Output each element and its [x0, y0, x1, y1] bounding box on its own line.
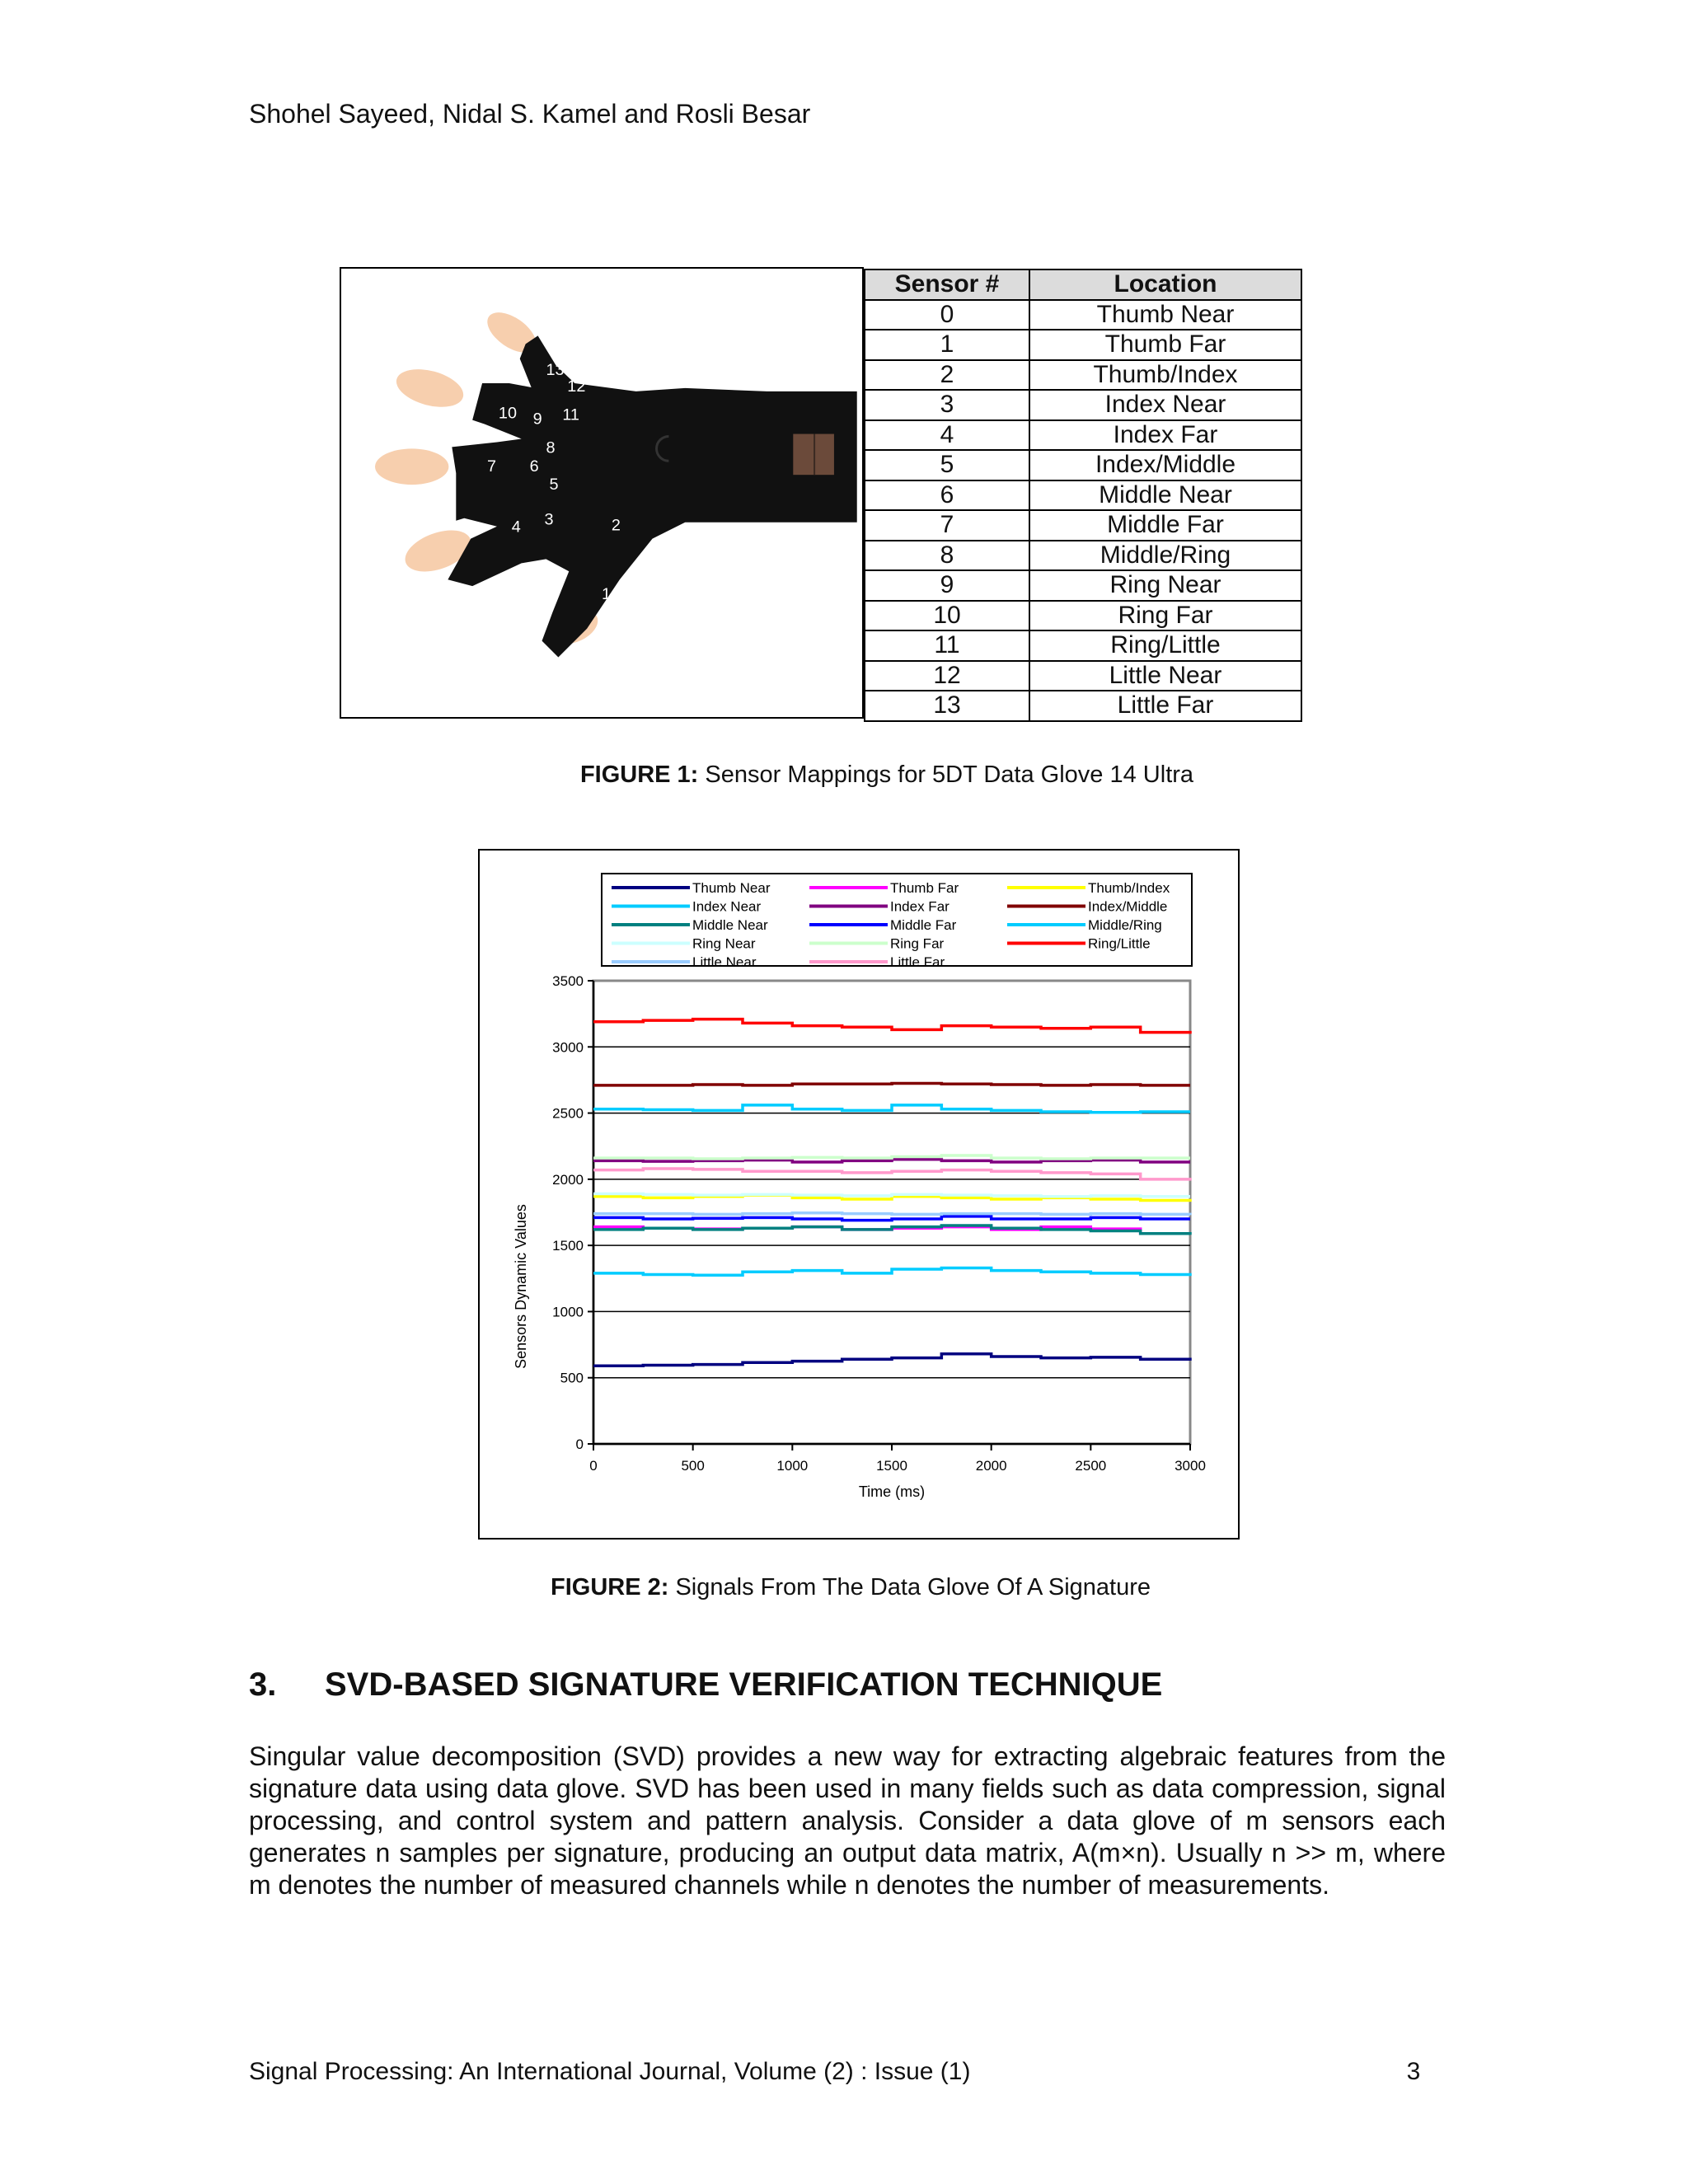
location-cell: Ring Near	[1029, 570, 1301, 601]
x-tick-label: 0	[589, 1458, 598, 1474]
table-row	[865, 691, 1301, 721]
glove-sensor-7: 7	[487, 457, 497, 476]
legend-label: Ring Far	[890, 935, 945, 952]
footer-journal: Signal Processing: An International Journal, Volume (2) : Issue (1)	[249, 2058, 971, 2085]
table-row	[865, 480, 1301, 511]
y-tick-label: 0	[575, 1436, 584, 1452]
glove-body	[448, 335, 856, 657]
x-tick-label: 1500	[876, 1458, 907, 1474]
location-cell: Index/Middle	[1029, 450, 1301, 480]
table-row	[865, 420, 1301, 451]
figure1-caption-label: FIGURE 1:	[579, 762, 699, 788]
sensor-number-cell: 13	[865, 691, 1029, 721]
glove-sensor-11: 11	[562, 405, 579, 424]
sensor-number-cell: 7	[865, 510, 1029, 541]
sensor-number-cell: 1	[865, 330, 1029, 360]
figure1-caption	[43, 762, 1688, 789]
x-tick-label: 1000	[776, 1458, 809, 1474]
y-axis-label: Sensors Dynamic Values	[513, 1204, 529, 1369]
location-cell: Ring/Little	[1029, 630, 1301, 661]
sensor-number-cell: 4	[865, 420, 1029, 451]
sensor-number-cell: 0	[865, 300, 1029, 330]
legend-label: Little Near	[692, 954, 757, 970]
table-row	[865, 360, 1301, 391]
table-row	[865, 330, 1301, 360]
table-header-row	[865, 269, 1301, 300]
y-tick-label: 1000	[552, 1304, 584, 1320]
x-axis-label: Time (ms)	[858, 1483, 926, 1500]
middle-tip	[375, 448, 448, 485]
glove-illustration	[341, 269, 862, 717]
sensor-number-cell: 5	[865, 450, 1029, 480]
glove-sensor-9: 9	[532, 410, 542, 429]
location-cell: Little Near	[1029, 661, 1301, 691]
signal-chart-frame	[478, 849, 1240, 1540]
sensor-number-cell: 10	[865, 601, 1029, 631]
table-row	[865, 601, 1301, 631]
sensor-number-cell: 11	[865, 630, 1029, 661]
location-cell: Middle/Ring	[1029, 541, 1301, 571]
y-tick-label: 1500	[552, 1238, 584, 1254]
legend-label: Ring/Little	[1088, 935, 1151, 952]
legend-label: Middle Far	[890, 917, 957, 933]
sensor-number-cell: 6	[865, 480, 1029, 511]
table-row	[865, 390, 1301, 420]
glove-sensor-1: 1	[602, 585, 612, 604]
series-line	[593, 1213, 1190, 1215]
figure1-caption-text: Sensor Mappings for 5DT Data Glove 14 Ultra	[698, 762, 1194, 788]
location-cell: Thumb Near	[1029, 300, 1301, 330]
glove-sensor-6: 6	[529, 457, 539, 476]
location-cell: Thumb Far	[1029, 330, 1301, 360]
sensor-number-cell: 12	[865, 661, 1029, 691]
location-cell: Middle Near	[1029, 480, 1301, 511]
glove-sensor-2: 2	[611, 516, 621, 535]
table-row	[865, 570, 1301, 601]
legend-label: Thumb/Index	[1088, 880, 1170, 896]
table-row	[865, 300, 1301, 330]
table-row	[865, 661, 1301, 691]
legend-label: Middle/Ring	[1088, 917, 1162, 933]
location-cell: Index Near	[1029, 390, 1301, 420]
y-tick-label: 500	[560, 1370, 584, 1386]
location-cell: Middle Far	[1029, 510, 1301, 541]
legend-label: Thumb Near	[692, 880, 771, 896]
location-cell: Index Far	[1029, 420, 1301, 451]
y-tick-label: 3500	[552, 973, 584, 989]
sensor-mapping-table	[864, 269, 1302, 722]
glove-sensor-0: 0	[638, 551, 648, 570]
x-tick-label: 2000	[975, 1458, 1007, 1474]
glove-image	[340, 267, 864, 719]
page-number: 3	[1406, 2058, 1421, 2085]
figure2-caption-text: Signals From The Data Glove Of A Signature	[668, 1574, 1151, 1601]
glove-sensor-4: 4	[511, 518, 521, 537]
ring-tip	[392, 363, 467, 414]
column-header-location: Location	[1029, 269, 1301, 300]
table-row	[865, 630, 1301, 661]
sensor-number-cell: 9	[865, 570, 1029, 601]
glove-sensor-10: 10	[498, 404, 517, 423]
glove-sensor-13: 13	[546, 361, 565, 380]
section-number: 3.	[249, 1666, 277, 1703]
legend-label: Index Near	[692, 898, 762, 915]
legend-label: Middle Near	[692, 917, 768, 933]
figure2-caption	[7, 1574, 1688, 1601]
y-tick-label: 2500	[552, 1105, 584, 1122]
location-cell: Ring Far	[1029, 601, 1301, 631]
section-heading	[249, 1666, 1162, 1704]
table-row	[865, 541, 1301, 571]
section-paragraph: Singular value decomposition (SVD) provides a new way for extracting algebraic features from the signature data using data glove. SVD has been used in many fields such as data compression, signal processing, and control system and pattern analysis. Consider a data glove of m sensors each generates n samples per signature, producing an output data matrix, A(m×n). Usually n >> m, where m denotes the number of measured channels while n denotes the number of measurements.	[249, 1741, 1446, 1900]
signal-chart	[480, 851, 1238, 1538]
figure2-caption-label: FIGURE 2:	[551, 1574, 669, 1601]
glove-sensor-12: 12	[567, 377, 586, 396]
legend-label: Little Far	[890, 954, 945, 970]
location-cell: Thumb/Index	[1029, 360, 1301, 391]
x-tick-label: 500	[681, 1458, 705, 1474]
legend-label: Index Far	[890, 898, 950, 915]
x-tick-label: 2500	[1075, 1458, 1107, 1474]
x-tick-label: 3000	[1175, 1458, 1206, 1474]
glove-sensor-3: 3	[544, 510, 554, 529]
legend-label: Ring Near	[692, 935, 756, 952]
column-header-sensor: Sensor #	[865, 269, 1029, 300]
table-body	[865, 300, 1301, 721]
glove-sensor-8: 8	[546, 438, 556, 457]
running-header: Shohel Sayeed, Nidal S. Kamel and Rosli Besar	[249, 99, 811, 129]
legend-label: Index/Middle	[1088, 898, 1168, 915]
sensor-number-cell: 2	[865, 360, 1029, 391]
legend-label: Thumb Far	[890, 880, 959, 896]
y-tick-label: 3000	[552, 1039, 584, 1056]
y-tick-label: 2000	[552, 1171, 584, 1188]
table-row	[865, 510, 1301, 541]
sensor-number-cell: 8	[865, 541, 1029, 571]
section-title: SVD-BASED SIGNATURE VERIFICATION TECHNIQUE	[325, 1666, 1163, 1703]
sensor-number-cell: 3	[865, 390, 1029, 420]
table-row	[865, 450, 1301, 480]
location-cell: Little Far	[1029, 691, 1301, 721]
glove-sensor-5: 5	[549, 476, 559, 494]
